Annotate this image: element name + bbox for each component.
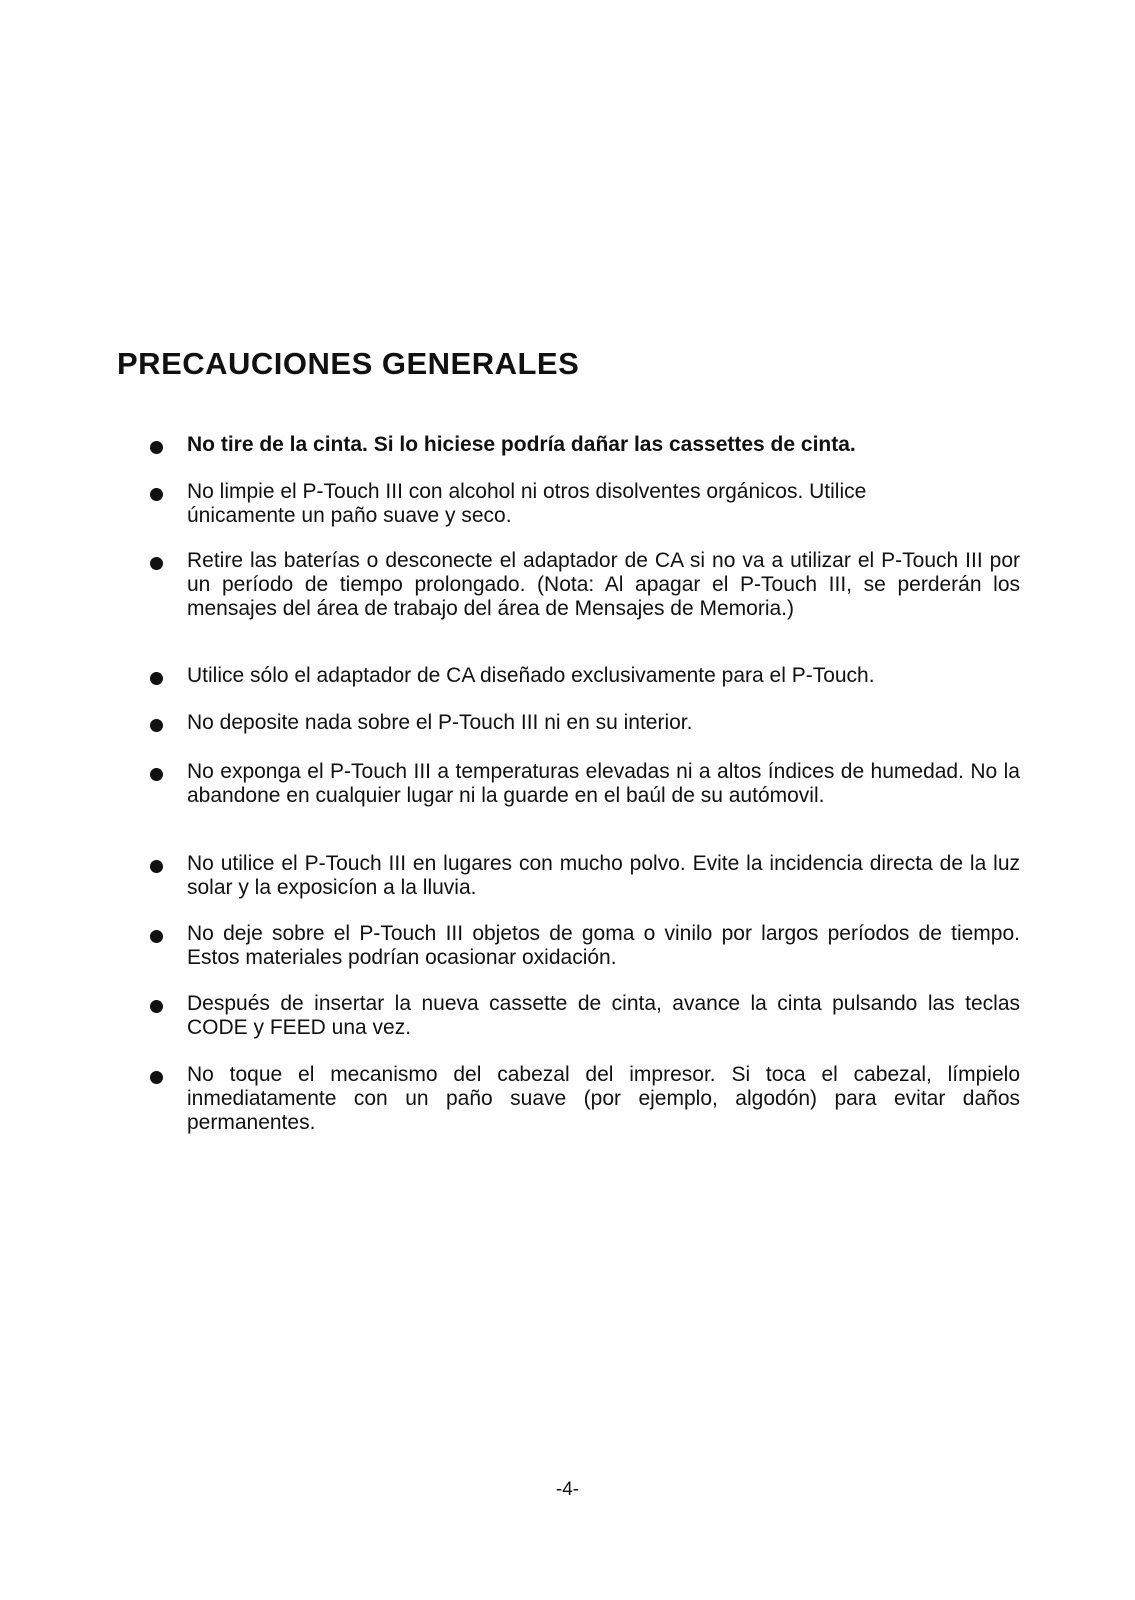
precaution-text: No limpie el P-Touch III con alcohol ni otros disolventes orgánicos. Utilice únicamente un paño suave y seco. bbox=[187, 480, 867, 527]
page-title: PRECAUCIONES GENERALES bbox=[117, 346, 580, 381]
precaution-text: Utilice sólo el adaptador de CA diseñado exclusivamente para el P-Touch. bbox=[187, 664, 875, 687]
bullet-icon bbox=[150, 488, 163, 501]
precaution-text: No exponga el P-Touch III a temperaturas elevadas ni a altos índices de humedad. No la abandone en cualquier lugar ni la guarde en el baúl de su autómovil. bbox=[187, 760, 1020, 807]
precaution-text: No toque el mecanismo del cabezal del impresor. Si toca el cabezal, límpielo inmediatamente con un paño suave (por ejemplo, algodón) para evitar daños permanentes. bbox=[187, 1063, 1020, 1134]
list-item bbox=[150, 992, 1020, 1040]
bullet-icon bbox=[150, 930, 163, 943]
list-item bbox=[150, 664, 1020, 688]
bullet-icon bbox=[150, 1000, 163, 1013]
bullet-icon bbox=[150, 719, 163, 732]
list-item bbox=[150, 922, 1020, 970]
precaution-text: No deje sobre el P-Touch III objetos de goma o vinilo por largos períodos de tiempo. Estos materiales podrían ocasionar oxidación. bbox=[187, 922, 1020, 969]
list-item bbox=[150, 433, 1020, 457]
bullet-icon bbox=[150, 441, 163, 454]
bullet-icon bbox=[150, 768, 163, 781]
precaution-text: Después de insertar la nueva cassette de cinta, avance la cinta pulsando las teclas CODE y FEED una vez. bbox=[187, 992, 1020, 1039]
list-item bbox=[150, 852, 1020, 900]
precaution-text: Retire las baterías o desconecte el adaptador de CA si no va a utilizar el P-Touch III por un período de tiempo prolongado. (Nota: Al apagar el P-Touch III, se perderán los mensajes del área de trabajo del área de Mensajes de Memoria.) bbox=[187, 549, 1020, 620]
list-item bbox=[150, 760, 1020, 808]
page-number: -4- bbox=[555, 1479, 580, 1500]
bullet-icon bbox=[150, 1071, 163, 1084]
list-item bbox=[150, 1063, 1020, 1135]
precaution-text: No deposite nada sobre el P-Touch III ni en su interior. bbox=[187, 711, 693, 734]
list-item bbox=[150, 480, 1020, 528]
precaution-text: No tire de la cinta. Si lo hiciese podría dañar las cassettes de cinta. bbox=[187, 433, 856, 456]
bullet-icon bbox=[150, 672, 163, 685]
list-item bbox=[150, 549, 1020, 621]
bullet-icon bbox=[150, 557, 163, 570]
list-item bbox=[150, 711, 1020, 735]
bullet-icon bbox=[150, 860, 163, 873]
precaution-text: No utilice el P-Touch III en lugares con mucho polvo. Evite la incidencia directa de la luz solar y la exposicíon a la lluvia. bbox=[187, 852, 1020, 899]
